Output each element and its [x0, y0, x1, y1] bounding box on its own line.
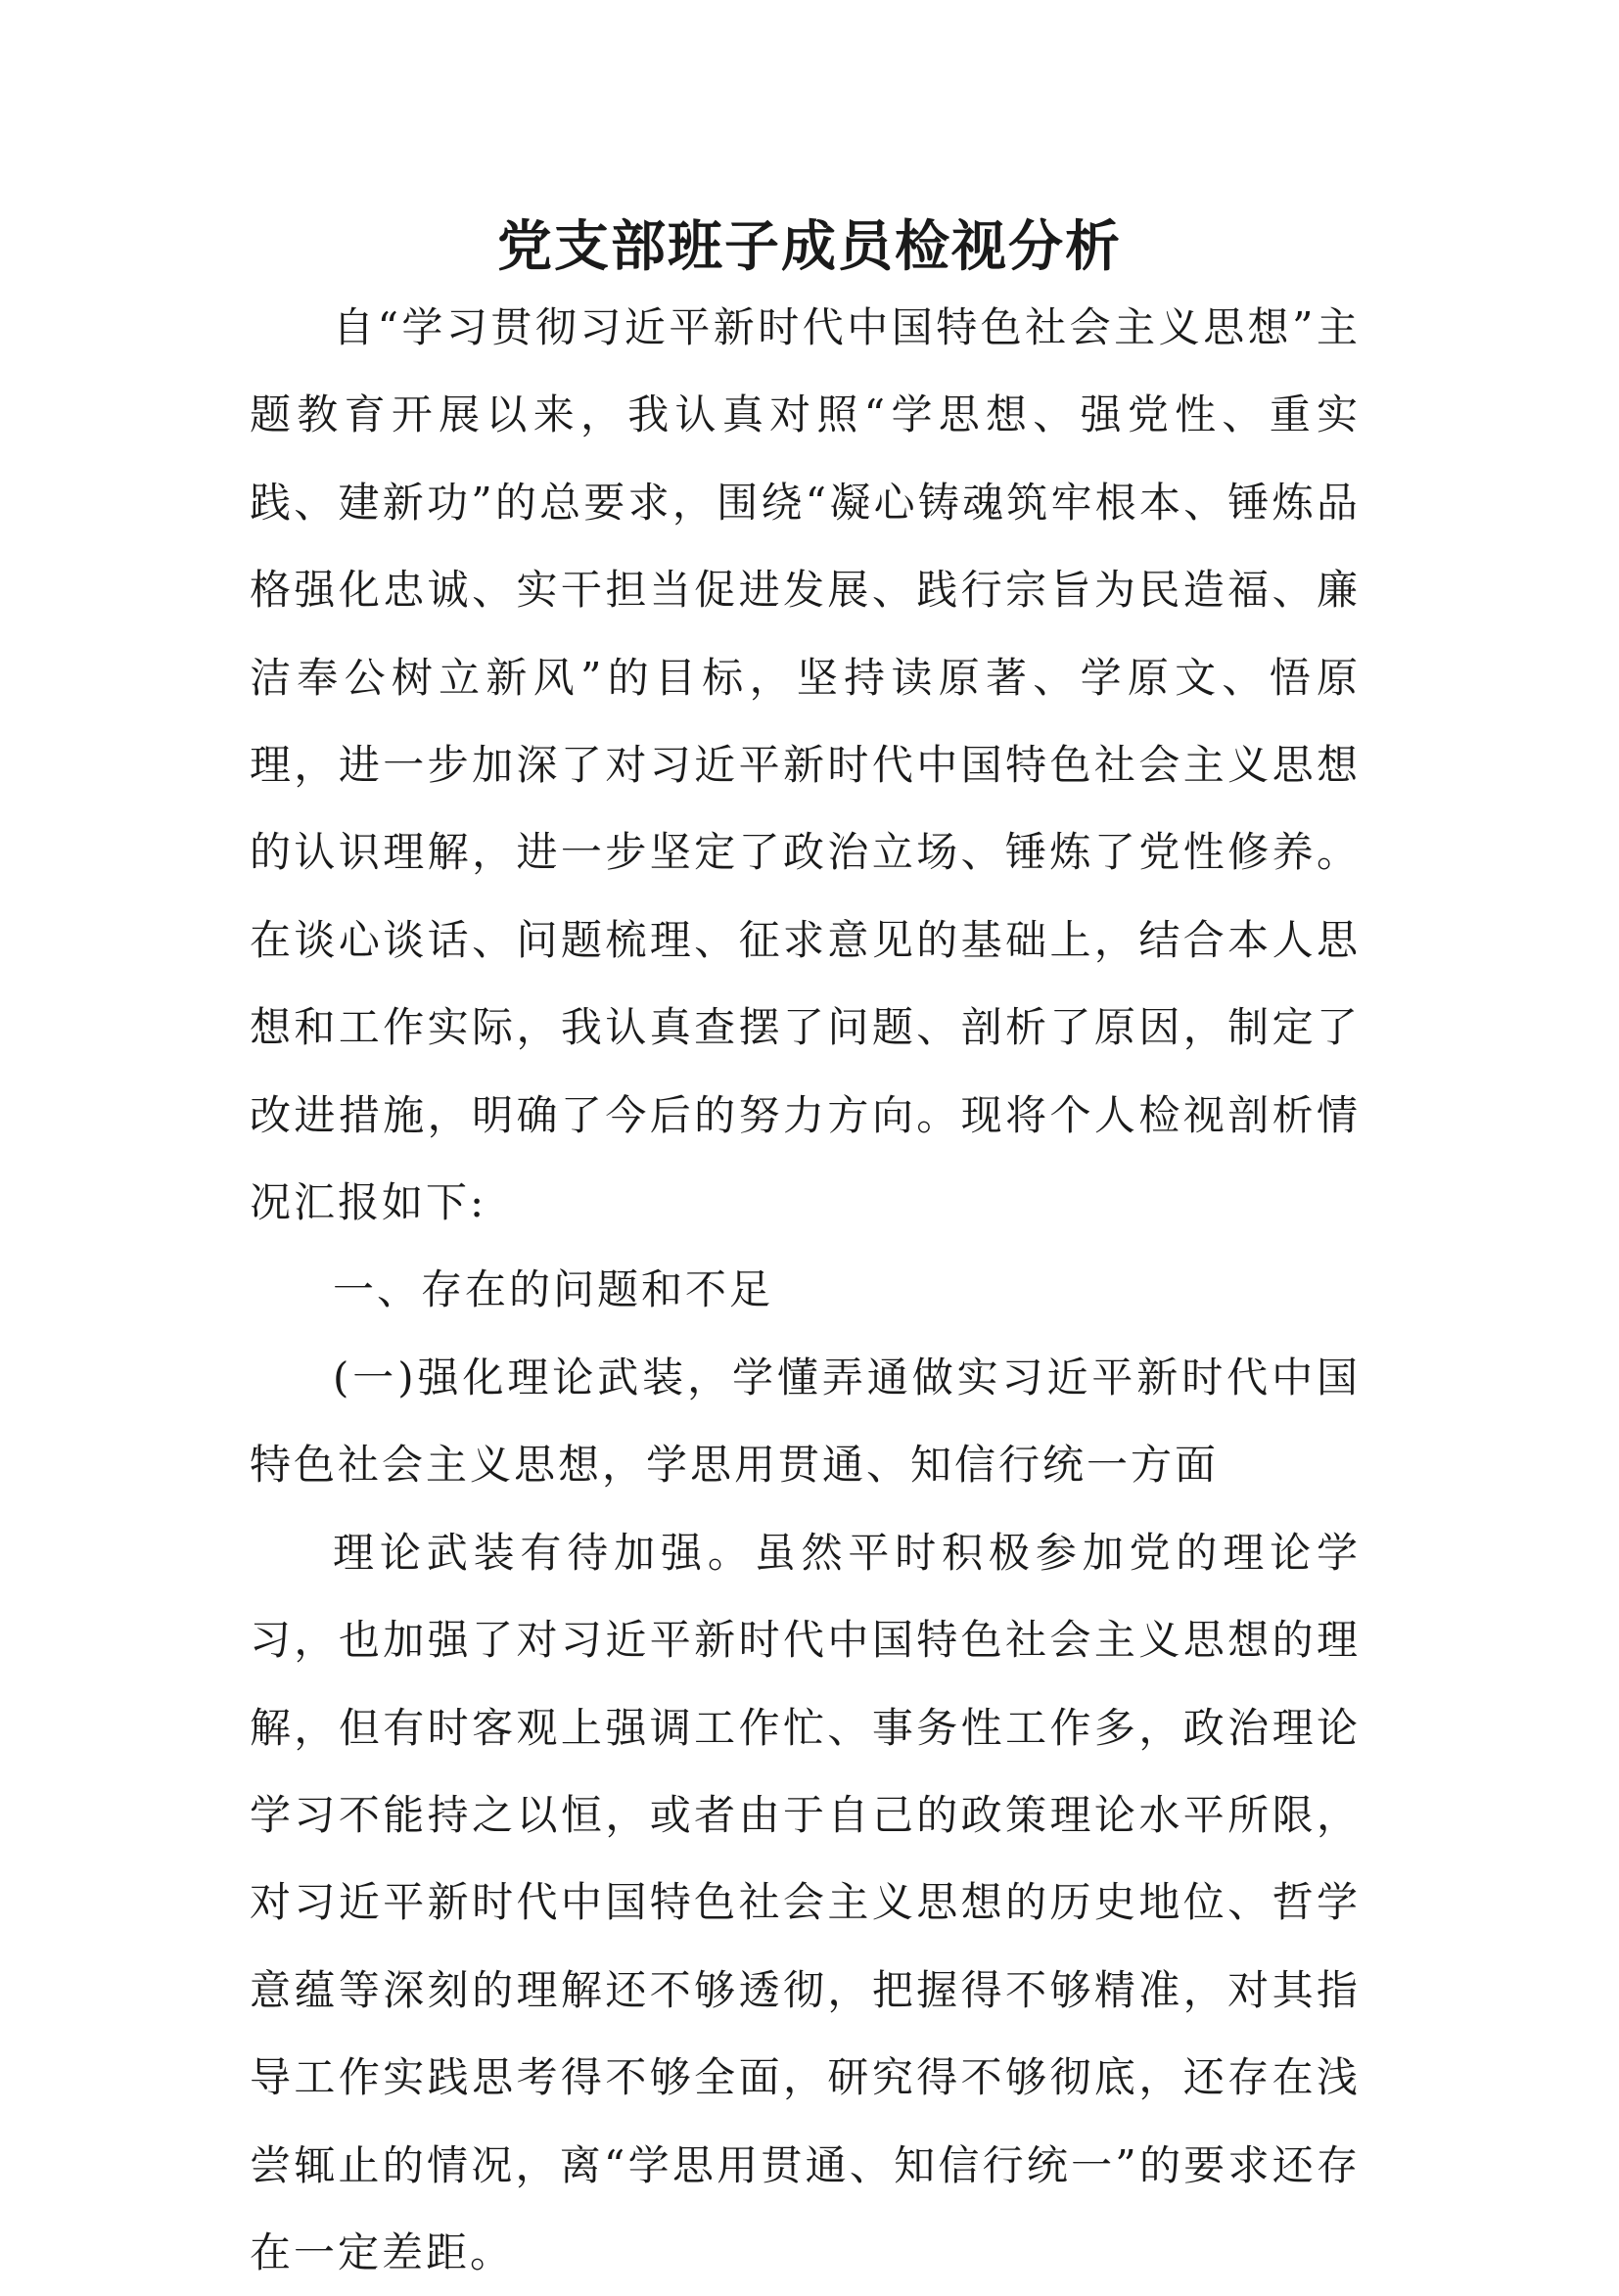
intro-paragraph: 自“学习贯彻习近平新时代中国特色社会主义思想”主题教育开展以来，我认真对照“学思想、强党性、重实践、建新功”的总要求，围绕“凝心铸魂筑牢根本、锤炼品格强化忠诚、实干担当促进发展、践行宗旨为民造福、廉洁奉公树立新风”的目标，坚持读原著、学原文、悟原理，进一步加深了对习近平新时代中国特色社会主义思想的认识理解，进一步坚定了政治立场、锤炼了党性修养。在谈心谈话、问题梳理、征求意见的基础上，结合本人思想和工作实际，我认真查摆了问题、剖析了原因，制定了改进措施，明确了今后的努力方向。现将个人检视剖析情况汇报如下: [250, 303, 1361, 1227]
body-paragraph: 理论武装有待加强。虽然平时积极参加党的理论学习，也加强了对习近平新时代中国特色社会主义思想的理解，但有时客观上强调工作忙、事务性工作多，政治理论学习不能持之以恒，或者由于自己的政策理论水平所限，对习近平新时代中国特色社会主义思想的历史地位、哲学意蕴等深刻的理解还不够透彻，把握得不够精准，对其指导工作实践思考得不够全面，研究得不够彻底，还存在浅尝辄止的情况，离“学思用贯通、知信行统一”的要求还存在一定差距。 [250, 1528, 1361, 2276]
document-title: 党支部班子成员检视分析 [497, 215, 1122, 279]
section-heading: 一、存在的问题和不足 [333, 1265, 774, 1314]
subsection-heading: (一)强化理论武装，学懂弄通做实习近平新时代中国特色社会主义思想，学思用贯通、知信行统一方面 [250, 1353, 1361, 1490]
document-body [250, 284, 1361, 2296]
